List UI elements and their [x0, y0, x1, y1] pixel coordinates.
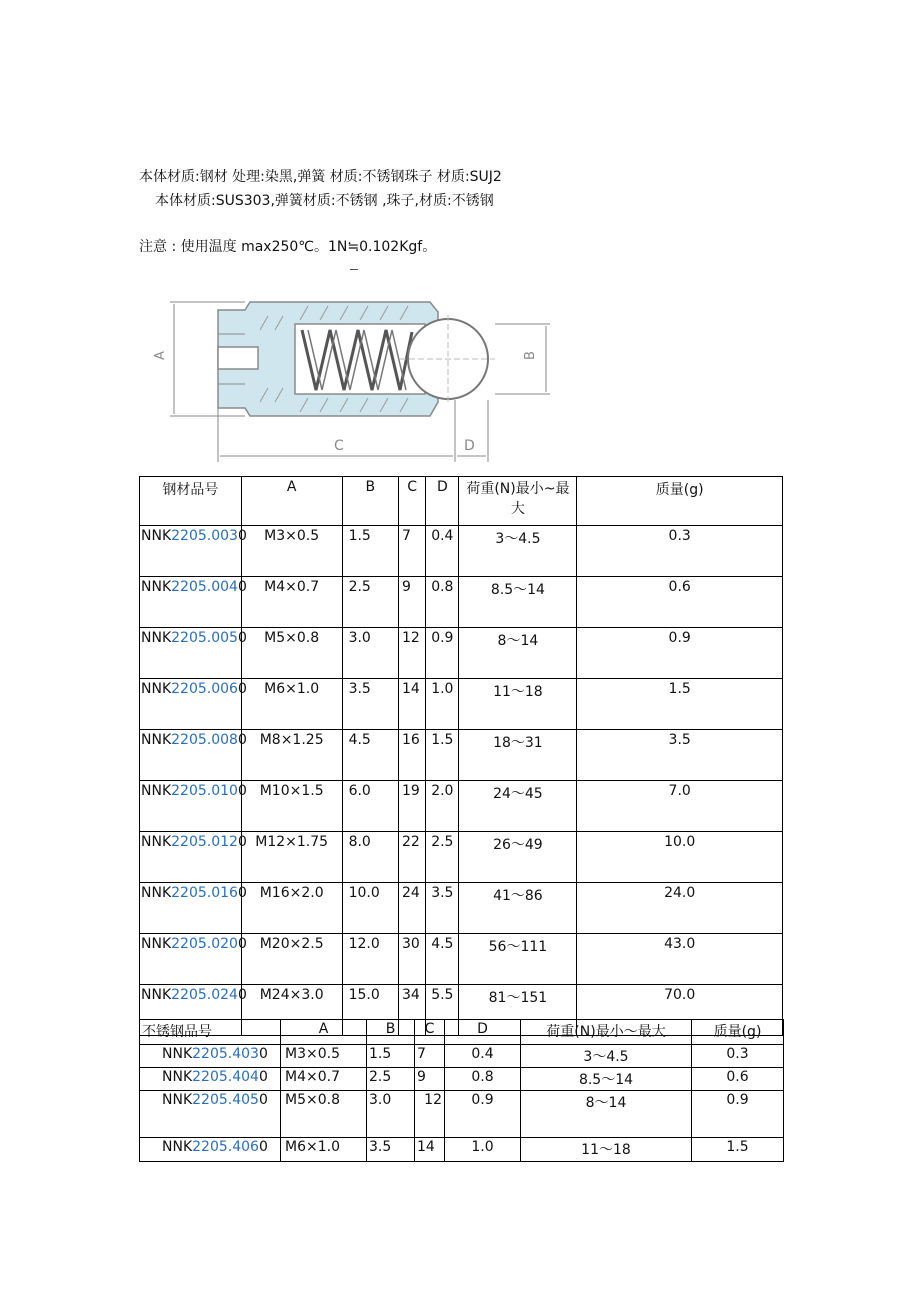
dim-b-cell: 4.5	[342, 730, 398, 781]
part-number-cell	[140, 577, 247, 628]
dim-d-cell: 0.9	[426, 628, 459, 679]
part-prefix: NNK	[141, 579, 172, 595]
load-cell: 8～14	[521, 1091, 692, 1138]
dim-d-cell: 1.5	[426, 730, 459, 781]
load-cell: 81～151	[459, 985, 577, 1036]
dim-c-cell: 16	[399, 730, 426, 781]
dim-c-cell: 9	[399, 577, 426, 628]
dim-d-cell: 0.4	[445, 1045, 521, 1068]
part-number-cell	[140, 679, 247, 730]
thread-a-cell: M16×2.0	[241, 883, 342, 934]
part-code[interactable]: 2205.404	[192, 1069, 259, 1085]
material-steel-line: 本体材质:钢材 处理:染黑,弹簧 材质:不锈钢珠子 材质:SUJ2	[139, 169, 502, 185]
part-prefix: NNK	[141, 936, 172, 952]
thread-a-cell: M4×0.7	[281, 1068, 367, 1091]
dim-c-cell: 12	[415, 1091, 445, 1138]
header-part-no: 钢材品号	[140, 477, 242, 526]
part-number-cell	[140, 1091, 281, 1138]
table-row	[140, 781, 783, 832]
dim-d-cell: 1.0	[426, 679, 459, 730]
dim-c-cell: 7	[399, 526, 426, 577]
dim-b-cell: 12.0	[342, 934, 398, 985]
part-number-cell	[140, 781, 247, 832]
table-row	[140, 883, 783, 934]
load-cell: 3～4.5	[459, 526, 577, 577]
load-cell: 24～45	[459, 781, 577, 832]
dim-b-cell: 1.5	[367, 1045, 415, 1068]
dim-b-cell: 1.5	[342, 526, 398, 577]
part-suffix: 0	[237, 528, 247, 544]
dim-b-cell: 3.0	[367, 1091, 415, 1138]
part-prefix: NNK	[141, 732, 172, 748]
header-load: 荷重(N)最小~最大	[459, 477, 577, 526]
part-number-cell	[140, 934, 247, 985]
dim-b-cell: 2.5	[367, 1068, 415, 1091]
table-row	[140, 577, 783, 628]
load-cell: 8～14	[459, 628, 577, 679]
part-code[interactable]: 2205.406	[192, 1139, 259, 1155]
load-cell: 11～18	[459, 679, 577, 730]
part-suffix: 0	[237, 681, 247, 697]
part-suffix: 0	[237, 732, 247, 748]
part-code[interactable]: 2205.003	[171, 528, 238, 544]
load-cell: 3～4.5	[521, 1045, 692, 1068]
thread-a-cell: M5×0.8	[241, 628, 342, 679]
thread-a-cell: M6×1.0	[281, 1138, 367, 1162]
dim-d-cell: 2.0	[426, 781, 459, 832]
part-prefix: NNK	[141, 681, 172, 697]
dim-d-cell: 0.8	[445, 1068, 521, 1091]
part-suffix: 0	[237, 987, 247, 1003]
thread-a-cell: M20×2.5	[241, 934, 342, 985]
dim-b-cell: 8.0	[342, 832, 398, 883]
dim-d-label: D	[464, 438, 475, 454]
header-a: A	[281, 1020, 367, 1045]
dim-b-cell: 3.0	[342, 628, 398, 679]
part-number-cell	[140, 832, 247, 883]
dim-d-cell: 0.9	[445, 1091, 521, 1138]
part-code[interactable]: 2205.016	[171, 885, 238, 901]
part-suffix: 0	[237, 885, 247, 901]
stainless-spec-table	[139, 1019, 784, 1162]
dim-c-cell: 22	[399, 832, 426, 883]
mass-cell: 0.6	[692, 1068, 784, 1091]
thread-a-cell: M6×1.0	[241, 679, 342, 730]
thread-a-cell: M3×0.5	[241, 526, 342, 577]
part-number-cell	[140, 1045, 281, 1068]
part-code[interactable]: 2205.005	[171, 630, 238, 646]
part-number-cell	[140, 628, 247, 679]
table-row	[140, 730, 783, 781]
dim-c-cell: 34	[399, 985, 426, 1036]
part-suffix: 0	[237, 783, 247, 799]
screwdriver-slot	[218, 347, 258, 369]
part-code[interactable]: 2205.012	[171, 834, 238, 850]
part-code[interactable]: 2205.020	[171, 936, 238, 952]
mass-cell: 1.5	[692, 1138, 784, 1162]
dim-c-cell: 14	[399, 679, 426, 730]
temperature-note: 注意 : 使用温度 max250℃。1N≒0.102Kgf。	[139, 239, 437, 255]
mass-cell: 0.3	[692, 1045, 784, 1068]
dim-d-cell: 1.0	[445, 1138, 521, 1162]
dim-b-cell: 3.5	[367, 1138, 415, 1162]
mass-cell: 10.0	[577, 832, 783, 883]
part-code[interactable]: 2205.008	[171, 732, 238, 748]
part-suffix: 0	[237, 630, 247, 646]
header-mass: 质量(g)	[577, 477, 783, 526]
part-number-cell	[140, 730, 247, 781]
dim-c-cell: 14	[415, 1138, 445, 1162]
mass-cell: 1.5	[577, 679, 783, 730]
dim-d-cell: 2.5	[426, 832, 459, 883]
dim-c-label: C	[334, 438, 344, 454]
ball-plunger-drawing	[150, 290, 538, 465]
mass-cell: 24.0	[577, 883, 783, 934]
part-suffix: 0	[258, 1069, 268, 1085]
header-b: B	[367, 1020, 415, 1045]
dim-c-cell: 12	[399, 628, 426, 679]
thread-a-cell: M5×0.8	[281, 1091, 367, 1138]
part-code[interactable]: 2205.004	[171, 579, 238, 595]
part-prefix: NNK	[141, 783, 172, 799]
dim-b-cell: 6.0	[342, 781, 398, 832]
part-prefix: NNK	[141, 885, 172, 901]
header-c: C	[415, 1020, 445, 1045]
part-suffix: 0	[258, 1139, 268, 1155]
table-row	[140, 1091, 784, 1138]
part-prefix: NNK	[162, 1092, 193, 1108]
table-row	[140, 526, 783, 577]
dim-b-label: B	[523, 351, 538, 360]
dim-d-cell: 5.5	[426, 985, 459, 1036]
dim-c-cell: 9	[415, 1068, 445, 1091]
part-suffix: 0	[258, 1046, 268, 1062]
part-prefix: NNK	[162, 1069, 193, 1085]
mass-cell: 70.0	[577, 985, 783, 1036]
header-b: B	[342, 477, 398, 526]
dim-b-cell: 15.0	[342, 985, 398, 1036]
table-row	[140, 1068, 784, 1091]
part-suffix: 0	[258, 1092, 268, 1108]
part-number-cell	[140, 1068, 281, 1091]
dim-c-cell: 19	[399, 781, 426, 832]
thread-a-cell: M24×3.0	[241, 985, 342, 1036]
dim-d-cell: 0.8	[426, 577, 459, 628]
thread-a-cell: M8×1.25	[241, 730, 342, 781]
load-cell: 41～86	[459, 883, 577, 934]
mass-cell: 3.5	[577, 730, 783, 781]
part-number-cell	[140, 1138, 281, 1162]
stray-mark	[350, 269, 358, 270]
mass-cell: 7.0	[577, 781, 783, 832]
load-cell: 26～49	[459, 832, 577, 883]
thread-a-cell: M4×0.7	[241, 577, 342, 628]
part-prefix: NNK	[141, 987, 172, 1003]
header-mass: 质量(g)	[692, 1020, 784, 1045]
mass-cell: 0.6	[577, 577, 783, 628]
header-d: D	[426, 477, 459, 526]
stainless-table-header	[140, 1020, 784, 1045]
load-cell: 56～111	[459, 934, 577, 985]
part-code[interactable]: 2205.403	[192, 1046, 259, 1062]
mass-cell: 43.0	[577, 934, 783, 985]
thread-a-cell: M12×1.75	[241, 832, 342, 883]
part-code[interactable]: 2205.006	[171, 681, 238, 697]
dim-b-cell: 10.0	[342, 883, 398, 934]
dim-d-cell: 3.5	[426, 883, 459, 934]
dim-d-cell: 0.4	[426, 526, 459, 577]
dim-c-cell: 24	[399, 883, 426, 934]
dim-c-cell: 30	[399, 934, 426, 985]
material-stainless-line: 本体材质:SUS303,弹簧材质:不锈钢 ,珠子,材质:不锈钢	[155, 193, 494, 209]
part-prefix: NNK	[162, 1046, 193, 1062]
part-code[interactable]: 2205.405	[192, 1092, 259, 1108]
table-row	[140, 934, 783, 985]
steel-table-header	[140, 477, 783, 526]
mass-cell: 0.9	[577, 628, 783, 679]
table-row	[140, 1138, 784, 1162]
table-row	[140, 1045, 784, 1068]
mass-cell: 0.3	[577, 526, 783, 577]
part-number-cell	[140, 526, 247, 577]
header-d: D	[445, 1020, 521, 1045]
part-suffix: 0	[237, 579, 247, 595]
stainless-table-body	[140, 1045, 784, 1162]
header-load: 荷重(N)最小～最大	[521, 1020, 692, 1045]
header-part-no: 不锈钢品号	[140, 1020, 281, 1045]
table-row	[140, 679, 783, 730]
steel-table-body	[140, 526, 783, 1036]
dim-b-cell: 2.5	[342, 577, 398, 628]
part-prefix: NNK	[141, 834, 172, 850]
header-a: A	[241, 477, 342, 526]
part-prefix: NNK	[162, 1139, 193, 1155]
part-code[interactable]: 2205.010	[171, 783, 238, 799]
part-prefix: NNK	[141, 528, 172, 544]
part-suffix: 0	[237, 936, 247, 952]
steel-spec-table	[139, 476, 783, 1036]
dim-c-cell: 7	[415, 1045, 445, 1068]
mass-cell: 0.9	[692, 1091, 784, 1138]
load-cell: 8.5～14	[521, 1068, 692, 1091]
part-suffix: 0	[237, 834, 247, 850]
part-prefix: NNK	[141, 630, 172, 646]
dim-d-cell: 4.5	[426, 934, 459, 985]
table-row	[140, 628, 783, 679]
thread-a-cell: M10×1.5	[241, 781, 342, 832]
header-c: C	[399, 477, 426, 526]
load-cell: 18～31	[459, 730, 577, 781]
load-cell: 11～18	[521, 1138, 692, 1162]
part-number-cell	[140, 883, 247, 934]
load-cell: 8.5～14	[459, 577, 577, 628]
thread-a-cell: M3×0.5	[281, 1045, 367, 1068]
dim-b-cell: 3.5	[342, 679, 398, 730]
part-code[interactable]: 2205.024	[171, 987, 238, 1003]
table-row	[140, 832, 783, 883]
dim-a-label: A	[153, 351, 168, 360]
